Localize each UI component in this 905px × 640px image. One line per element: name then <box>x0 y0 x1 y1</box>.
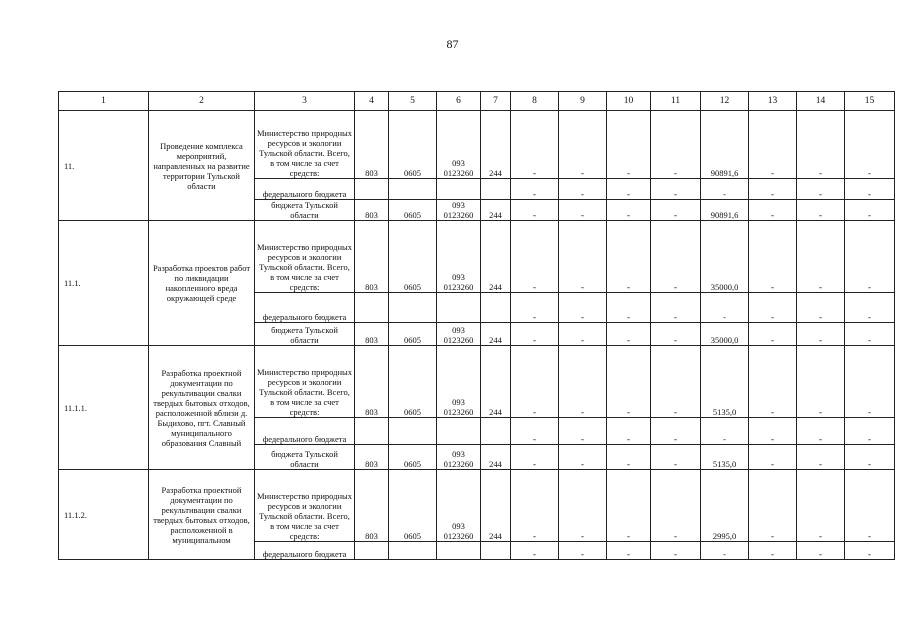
cell-c11: - <box>651 179 701 200</box>
cell-c13: - <box>749 542 797 560</box>
cell-c9: - <box>559 323 607 346</box>
cell-c10: - <box>607 542 651 560</box>
cell-c14: - <box>797 542 845 560</box>
cell-c10: - <box>607 346 651 418</box>
header-cell: 2 <box>149 92 255 111</box>
cell-c7: 244 <box>481 470 511 542</box>
cell-c11: - <box>651 445 701 470</box>
cell-c7: 244 <box>481 200 511 221</box>
cell-c5 <box>389 418 437 445</box>
cell-c4: 803 <box>355 346 389 418</box>
funding-source: Министерство природных ресурсов и экологии Тульской области. Всего, в том числе за счет средств: <box>255 346 355 418</box>
cell-c8: - <box>511 445 559 470</box>
cell-c15: - <box>845 418 895 445</box>
item-index: 11.1. <box>59 221 149 346</box>
cell-c6 <box>437 542 481 560</box>
cell-c9: - <box>559 445 607 470</box>
cell-c12: - <box>701 179 749 200</box>
header-cell: 5 <box>389 92 437 111</box>
cell-c15: - <box>845 111 895 179</box>
cell-c7 <box>481 179 511 200</box>
item-name: Разработка проектной документации по рекультивации свалки твердых бытовых отходов, расположенной вблизи д. Быдихово, пгт. Славный муниципального образования Славный <box>149 346 255 470</box>
cell-c12: - <box>701 418 749 445</box>
cell-c5: 0605 <box>389 445 437 470</box>
cell-c9: - <box>559 179 607 200</box>
cell-c4 <box>355 179 389 200</box>
cell-c14: - <box>797 200 845 221</box>
header-cell: 4 <box>355 92 389 111</box>
funding-source: федерального бюджета <box>255 179 355 200</box>
cell-c13: - <box>749 445 797 470</box>
cell-c8: - <box>511 323 559 346</box>
cell-c9: - <box>559 542 607 560</box>
cell-c8: - <box>511 346 559 418</box>
cell-c11: - <box>651 111 701 179</box>
cell-c8: - <box>511 418 559 445</box>
cell-c7: 244 <box>481 323 511 346</box>
cell-c15: - <box>845 323 895 346</box>
cell-c13: - <box>749 221 797 293</box>
cell-c13: - <box>749 179 797 200</box>
cell-c12: 5135,0 <box>701 445 749 470</box>
cell-c9: - <box>559 470 607 542</box>
cell-c5: 0605 <box>389 470 437 542</box>
funding-source: Министерство природных ресурсов и экологии Тульской области. Всего, в том числе за счет средств: <box>255 111 355 179</box>
cell-c8: - <box>511 542 559 560</box>
cell-c10: - <box>607 111 651 179</box>
cell-c5: 0605 <box>389 346 437 418</box>
item-index: 11. <box>59 111 149 221</box>
header-cell: 3 <box>255 92 355 111</box>
item-name: Разработка проектов работ по ликвидации накопленного вреда окружающей среде <box>149 221 255 346</box>
header-cell: 7 <box>481 92 511 111</box>
cell-c6: 093 0123260 <box>437 221 481 293</box>
cell-c10: - <box>607 179 651 200</box>
cell-c14: - <box>797 445 845 470</box>
cell-c6: 093 0123260 <box>437 346 481 418</box>
funding-source: Министерство природных ресурсов и экологии Тульской области. Всего, в том числе за счет средств: <box>255 470 355 542</box>
cell-c15: - <box>845 542 895 560</box>
cell-c7 <box>481 418 511 445</box>
cell-c4: 803 <box>355 445 389 470</box>
header-cell: 9 <box>559 92 607 111</box>
cell-c11: - <box>651 346 701 418</box>
cell-c14: - <box>797 179 845 200</box>
cell-c5 <box>389 179 437 200</box>
table-row <box>59 221 895 293</box>
cell-c12: 35000,0 <box>701 323 749 346</box>
cell-c12: 35000,0 <box>701 221 749 293</box>
cell-c4 <box>355 293 389 323</box>
cell-c12: 90891,6 <box>701 200 749 221</box>
cell-c13: - <box>749 111 797 179</box>
funding-source: Министерство природных ресурсов и экологии Тульской области. Всего, в том числе за счет средств: <box>255 221 355 293</box>
cell-c5: 0605 <box>389 200 437 221</box>
cell-c8: - <box>511 221 559 293</box>
cell-c11: - <box>651 200 701 221</box>
item-name: Разработка проектной документации по рекультивации свалки твердых бытовых отходов, расположенной в муниципальном <box>149 470 255 560</box>
cell-c14: - <box>797 111 845 179</box>
cell-c15: - <box>845 445 895 470</box>
cell-c7: 244 <box>481 445 511 470</box>
cell-c5: 0605 <box>389 323 437 346</box>
cell-c15: - <box>845 346 895 418</box>
cell-c14: - <box>797 323 845 346</box>
cell-c4: 803 <box>355 323 389 346</box>
cell-c6: 093 0123260 <box>437 200 481 221</box>
cell-c15: - <box>845 470 895 542</box>
cell-c12: - <box>701 542 749 560</box>
cell-c9: - <box>559 111 607 179</box>
cell-c10: - <box>607 293 651 323</box>
cell-c12: 5135,0 <box>701 346 749 418</box>
cell-c8: - <box>511 111 559 179</box>
cell-c14: - <box>797 346 845 418</box>
cell-c10: - <box>607 323 651 346</box>
cell-c4: 803 <box>355 111 389 179</box>
cell-c14: - <box>797 221 845 293</box>
cell-c7: 244 <box>481 111 511 179</box>
header-cell: 10 <box>607 92 651 111</box>
header-cell: 12 <box>701 92 749 111</box>
cell-c6 <box>437 179 481 200</box>
funding-source: федерального бюджета <box>255 293 355 323</box>
cell-c13: - <box>749 418 797 445</box>
cell-c8: - <box>511 293 559 323</box>
cell-c8: - <box>511 179 559 200</box>
header-cell: 6 <box>437 92 481 111</box>
cell-c9: - <box>559 293 607 323</box>
cell-c7 <box>481 542 511 560</box>
cell-c5 <box>389 542 437 560</box>
item-index: 11.1.2. <box>59 470 149 560</box>
cell-c4 <box>355 418 389 445</box>
cell-c6: 093 0123260 <box>437 323 481 346</box>
cell-c12: - <box>701 293 749 323</box>
cell-c11: - <box>651 542 701 560</box>
cell-c9: - <box>559 346 607 418</box>
cell-c9: - <box>559 418 607 445</box>
budget-table <box>58 91 895 560</box>
cell-c5: 0605 <box>389 221 437 293</box>
cell-c4: 803 <box>355 221 389 293</box>
cell-c7 <box>481 293 511 323</box>
header-cell: 14 <box>797 92 845 111</box>
cell-c7: 244 <box>481 346 511 418</box>
table-row <box>59 346 895 418</box>
item-name: Проведение комплекса мероприятий, направленных на развитие территории Тульской области <box>149 111 255 221</box>
funding-source: бюджета Тульской области <box>255 323 355 346</box>
cell-c15: - <box>845 293 895 323</box>
cell-c12: 2995,0 <box>701 470 749 542</box>
cell-c13: - <box>749 346 797 418</box>
funding-source: бюджета Тульской области <box>255 445 355 470</box>
cell-c4: 803 <box>355 470 389 542</box>
cell-c13: - <box>749 293 797 323</box>
cell-c11: - <box>651 470 701 542</box>
funding-source: федерального бюджета <box>255 542 355 560</box>
page-number: 87 <box>446 37 459 51</box>
cell-c6: 093 0123260 <box>437 111 481 179</box>
cell-c15: - <box>845 200 895 221</box>
cell-c5 <box>389 293 437 323</box>
header-cell: 8 <box>511 92 559 111</box>
cell-c11: - <box>651 293 701 323</box>
cell-c15: - <box>845 221 895 293</box>
cell-c5: 0605 <box>389 111 437 179</box>
cell-c6 <box>437 418 481 445</box>
header-cell: 15 <box>845 92 895 111</box>
cell-c14: - <box>797 293 845 323</box>
cell-c12: 90891,6 <box>701 111 749 179</box>
cell-c7: 244 <box>481 221 511 293</box>
cell-c11: - <box>651 418 701 445</box>
cell-c13: - <box>749 323 797 346</box>
item-index: 11.1.1. <box>59 346 149 470</box>
cell-c10: - <box>607 418 651 445</box>
table-row <box>59 470 895 542</box>
cell-c10: - <box>607 200 651 221</box>
cell-c13: - <box>749 200 797 221</box>
cell-c14: - <box>797 418 845 445</box>
cell-c14: - <box>797 470 845 542</box>
cell-c6: 093 0123260 <box>437 470 481 542</box>
header-cell: 13 <box>749 92 797 111</box>
funding-source: бюджета Тульской области <box>255 200 355 221</box>
cell-c4: 803 <box>355 200 389 221</box>
header-cell: 1 <box>59 92 149 111</box>
table-row <box>59 111 895 179</box>
cell-c6: 093 0123260 <box>437 445 481 470</box>
cell-c10: - <box>607 445 651 470</box>
cell-c8: - <box>511 200 559 221</box>
cell-c13: - <box>749 470 797 542</box>
cell-c9: - <box>559 221 607 293</box>
cell-c10: - <box>607 470 651 542</box>
cell-c4 <box>355 542 389 560</box>
cell-c6 <box>437 293 481 323</box>
header-cell: 11 <box>651 92 701 111</box>
header-row <box>59 92 895 111</box>
cell-c11: - <box>651 323 701 346</box>
cell-c8: - <box>511 470 559 542</box>
cell-c11: - <box>651 221 701 293</box>
cell-c10: - <box>607 221 651 293</box>
cell-c9: - <box>559 200 607 221</box>
funding-source: федерального бюджета <box>255 418 355 445</box>
cell-c15: - <box>845 179 895 200</box>
